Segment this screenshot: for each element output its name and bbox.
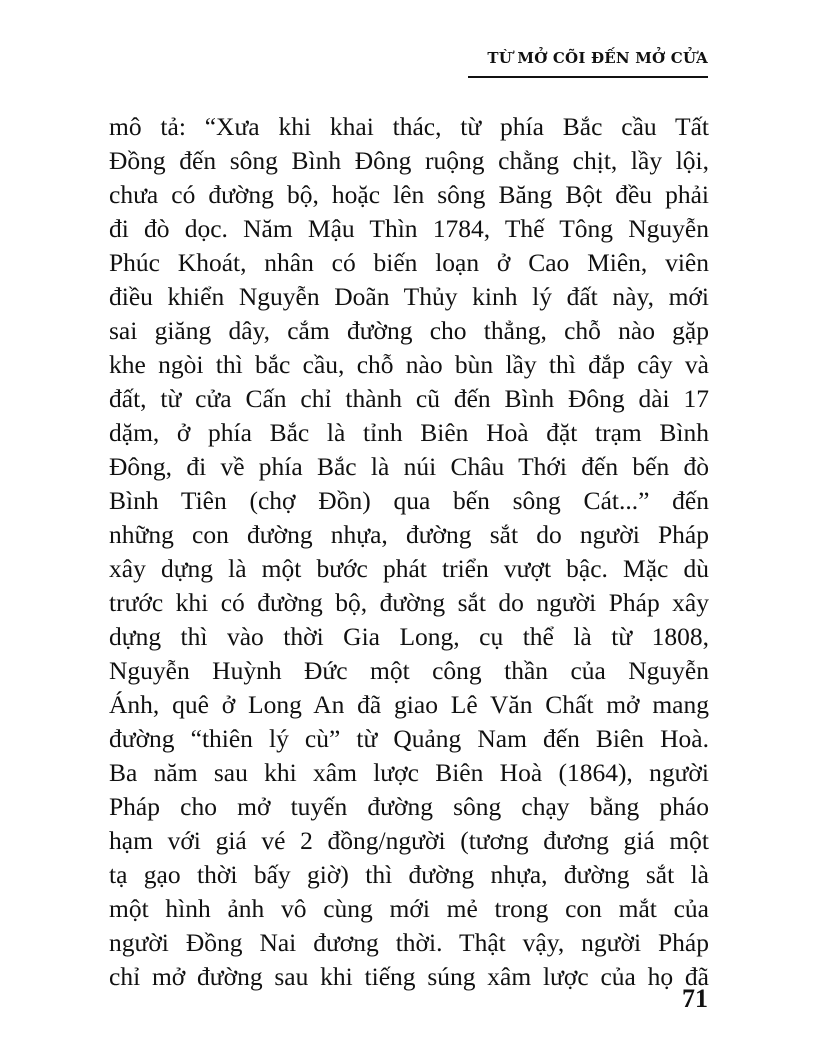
text-line: đất, từ cửa Cấn chỉ thành cũ đến Bình Đông dài 17	[109, 384, 709, 413]
text-line: chỉ mở đường sau khi tiếng súng xâm lược của họ đã	[109, 962, 709, 991]
text-line: Phúc Khoát, nhân có biến loạn ở Cao Miên, viên	[109, 248, 709, 277]
text-line: người Đồng Nai đương thời. Thật vậy, người Pháp	[109, 928, 709, 957]
text-line: chưa có đường bộ, hoặc lên sông Băng Bột đều phải	[109, 180, 709, 209]
running-header: TỪ MỞ CÕI ĐẾN MỞ CỬA	[487, 49, 708, 67]
text-line: Bình Tiên (chợ Đồn) qua bến sông Cát...” đến	[109, 486, 709, 515]
text-line: trước khi có đường bộ, đường sắt do người Pháp xây	[109, 588, 709, 617]
text-line: dựng thì vào thời Gia Long, cụ thể là từ 1808,	[109, 622, 709, 651]
text-line: sai giăng dây, cắm đường cho thẳng, chỗ nào gặp	[109, 316, 709, 345]
text-line: mô tả: “Xưa khi khai thác, từ phía Bắc cầu Tất	[109, 112, 709, 141]
text-line: dặm, ở phía Bắc là tỉnh Biên Hoà đặt trạm Bình	[109, 418, 709, 447]
body-text	[109, 110, 709, 994]
text-line: đi đò dọc. Năm Mậu Thìn 1784, Thế Tông Nguyễn	[109, 214, 709, 243]
text-line: tạ gạo thời bấy giờ) thì đường nhựa, đường sắt là	[109, 860, 709, 889]
text-line: Ánh, quê ở Long An đã giao Lê Văn Chất mở mang	[109, 690, 709, 719]
text-line: khe ngòi thì bắc cầu, chỗ nào bùn lầy thì đắp cây và	[109, 350, 709, 379]
page-number: 71	[682, 984, 708, 1013]
text-line: Đông, đi về phía Bắc là núi Châu Thới đến bến đò	[109, 452, 709, 481]
text-line: một hình ảnh vô cùng mới mẻ trong con mắt của	[109, 894, 709, 923]
text-line: Đồng đến sông Bình Đông ruộng chằng chịt, lầy lội,	[109, 146, 709, 175]
text-line: những con đường nhựa, đường sắt do người Pháp	[109, 520, 709, 549]
text-line: điều khiển Nguyễn Doãn Thủy kinh lý đất này, mới	[109, 282, 709, 311]
text-line: Nguyễn Huỳnh Đức một công thần của Nguyễn	[109, 656, 709, 685]
text-line: đường “thiên lý cù” từ Quảng Nam đến Biên Hoà.	[109, 724, 709, 753]
text-line: Pháp cho mở tuyến đường sông chạy bằng pháo	[109, 792, 709, 821]
text-line: xây dựng là một bước phát triển vượt bậc. Mặc dù	[109, 554, 709, 583]
text-line: Ba năm sau khi xâm lược Biên Hoà (1864), người	[109, 758, 709, 787]
header-rule	[468, 76, 708, 78]
text-line: hạm với giá vé 2 đồng/người (tương đương giá một	[109, 826, 709, 855]
